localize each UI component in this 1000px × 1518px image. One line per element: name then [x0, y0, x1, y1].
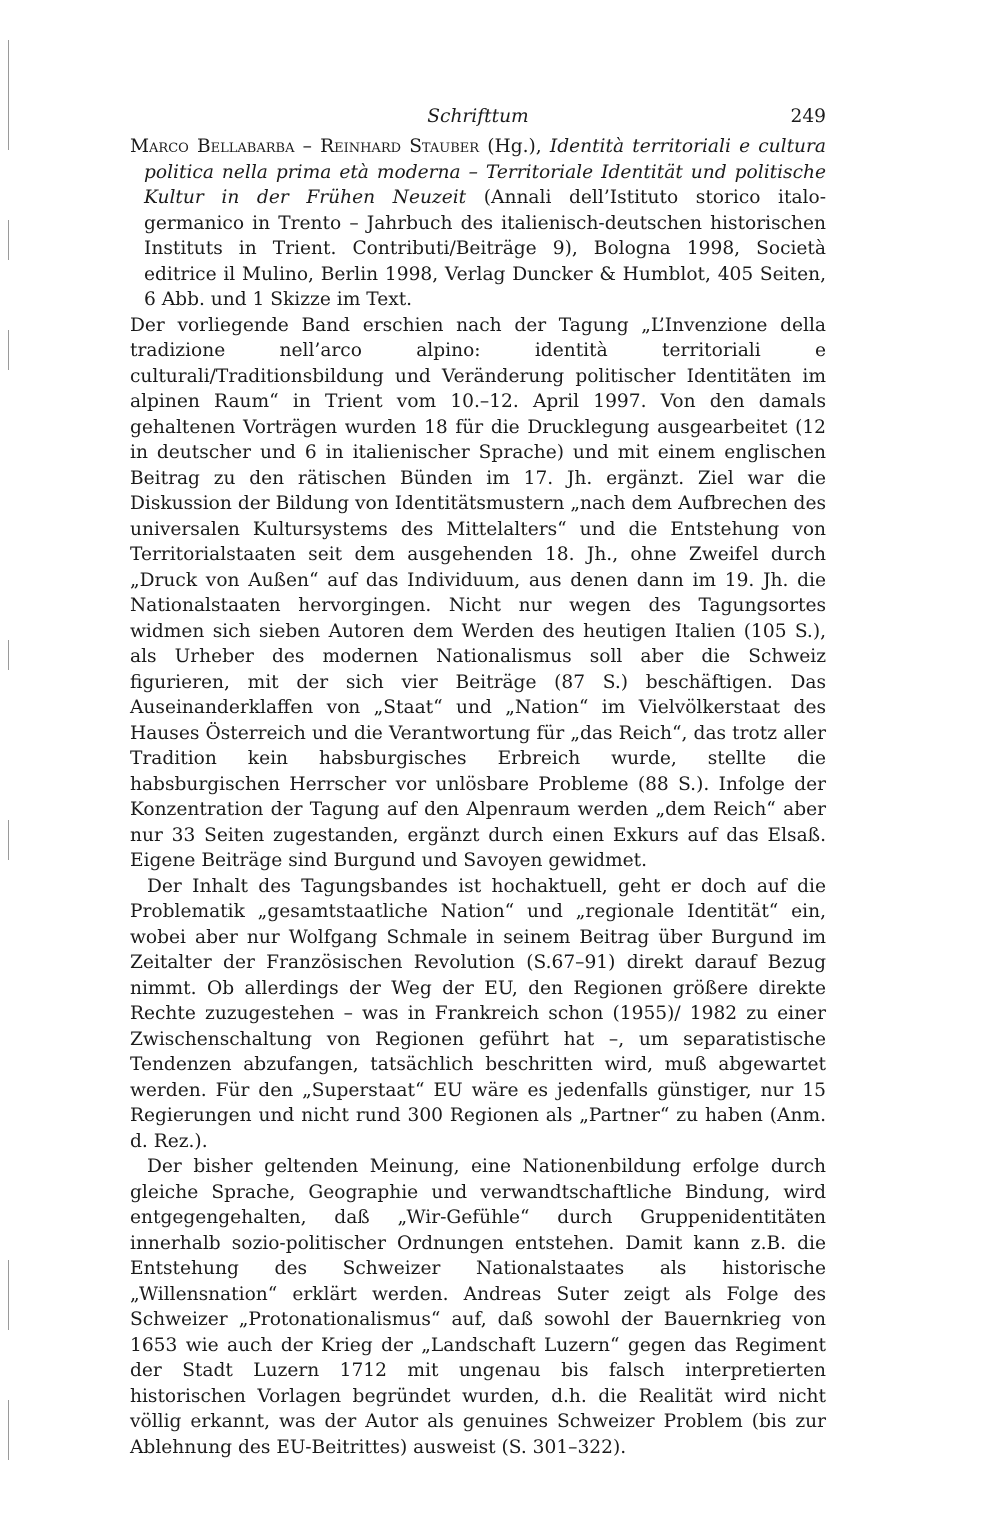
scan-edge-line — [8, 40, 9, 150]
scan-edge-line — [8, 1400, 9, 1460]
scan-edge-line — [8, 330, 9, 370]
review-paragraph: Der vorliegende Band erschien nach der Tagung „L’Invenzione della tradizione nell’arco alpino: identità territoriali e culturali/Traditionsbildung und Veränderung politischer Identitäten im alpinen Raum“ in Trient vom 10.–12. April 1997. Von den damals gehaltenen Vorträgen wurden 18 für die Drucklegung ausgearbeitet (12 in deutscher und 6 in italienischer Sprache) und mit einem englischen Beitrag zu den rätischen Bünden im 17. Jh. ergänzt. Ziel war die Diskussion der Bildung von Identitätsmustern „nach dem Aufbrechen des universalen Kultursystems des Mittelalters“ und die Entstehung von Territorialstaaten seit dem ausgehenden 18. Jh., ohne Zweifel durch „Druck von Außen“ auf das Individuum, aus denen dann im 19. Jh. die Nationalstaaten hervorgingen. Nicht nur wegen des Tagungsortes widmen sich sieben Autoren dem Werden des heutigen Italien (105 S.), als Urheber des modernen Nationalismus soll aber die Schweiz figurieren, mit der sich vier Beiträge (87 S.) beschäftigen. Das Auseinanderklaffen von „Staat“ und „Nation“ im Vielvölkerstaat des Hauses Österreich und die Verantwortung für „das Reich“, das trotz aller Tradition kein habsburgisches Erbreich wurde, stellte die habsburgischen Herrscher vor unlösbare Probleme (88 S.). Infolge der Konzentration der Tagung auf den Alpenraum werden „dem Reich“ aber nur 33 Seiten zugestanden, ergänzt durch einen Exkurs auf das Elsaß. Eigene Beiträge sind Burgund und Savoyen gewidmet. — [130, 314, 826, 871]
scan-edge-line — [8, 220, 9, 260]
scan-edge-line — [8, 640, 9, 670]
page-number: 249 — [790, 106, 826, 127]
section-title: Schrifttum — [427, 106, 529, 127]
entry-editor-mark: (Hg.), — [479, 136, 550, 157]
entry-title: Identità territoriali e cultura politica nella prima età moderna – Territoriale Identität und politische Kultur in der Frühen Neuzeit — [144, 136, 826, 208]
review-paragraph: Der bisher geltenden Meinung, eine Nationenbildung erfolge durch gleiche Sprache, Geographie und verwandtschaftliche Bindung, wird entgegengehalten, daß „Wir-Gefühle“ durch Gruppenidentitäten innerhalb sozio-politischer Ordnungen entstehen. Damit kann z.B. die Entstehung des Schweizer Nationalstaates als historische „Willensnation“ erklärt werden. Andreas Suter zeigt als Folge des Schweizer „Protonationalismus“ auf, daß sowohl der Bauernkrieg von 1653 wie auch der Krieg der „Landschaft Luzern“ gegen das Regiment der Stadt Luzern 1712 mit ungenau bis falsch interpretierten historischen Vorlagen begründet wurden, d.h. die Realität wird nicht völlig erkannt, was der Autor als genuines Schweizer Problem (bis zur Ablehnung des EU-Beitrittes) ausweist (S. 301–322). — [130, 1156, 826, 1458]
bibliographic-entry — [130, 134, 826, 313]
running-head — [130, 100, 826, 134]
entry-authors: Marco Bellabarba – Reinhard Stauber — [130, 136, 480, 157]
scan-edge-line — [8, 820, 9, 860]
book-page — [130, 100, 826, 1460]
review-paragraph: Der Inhalt des Tagungsbandes ist hochaktuell, geht er doch auf die Problematik „gesamtstaatliche Nation“ und „regionale Identität“ ein, wobei aber nur Wolfgang Schmale in seinem Beitrag über Burgund im Zeitalter der Französischen Revolution (S.67–91) direkt darauf Bezug nimmt. Ob allerdings der Weg der EU, den Regionen größere direkte Rechte zuzugestehen – was in Frankreich schon (1955)/ 1982 zu einer Zwischenschaltung von Regionen geführt hat –, um separatistische Tendenzen abzufangen, tatsächlich beschritten wird, muß abgewartet werden. Für den „Superstaat“ EU wäre es jedenfalls günstiger, nur 15 Regierungen und nicht rund 300 Regionen als „Partner“ zu haben (Anm. d. Rez.). — [130, 875, 826, 1152]
scan-edge-line — [8, 1260, 9, 1330]
entry-details: (Annali dell’Istituto storico italo-germanico in Trento – Jahrbuch des italienisch-deutschen historischen Instituts in Trient. Contributi/Beiträge 9), Bologna 1998, Società editrice il Mulino, Berlin 1998, Verlag Duncker & Humblot, 405 Seiten, 6 Abb. und 1 Skizze im Text. — [144, 187, 826, 310]
